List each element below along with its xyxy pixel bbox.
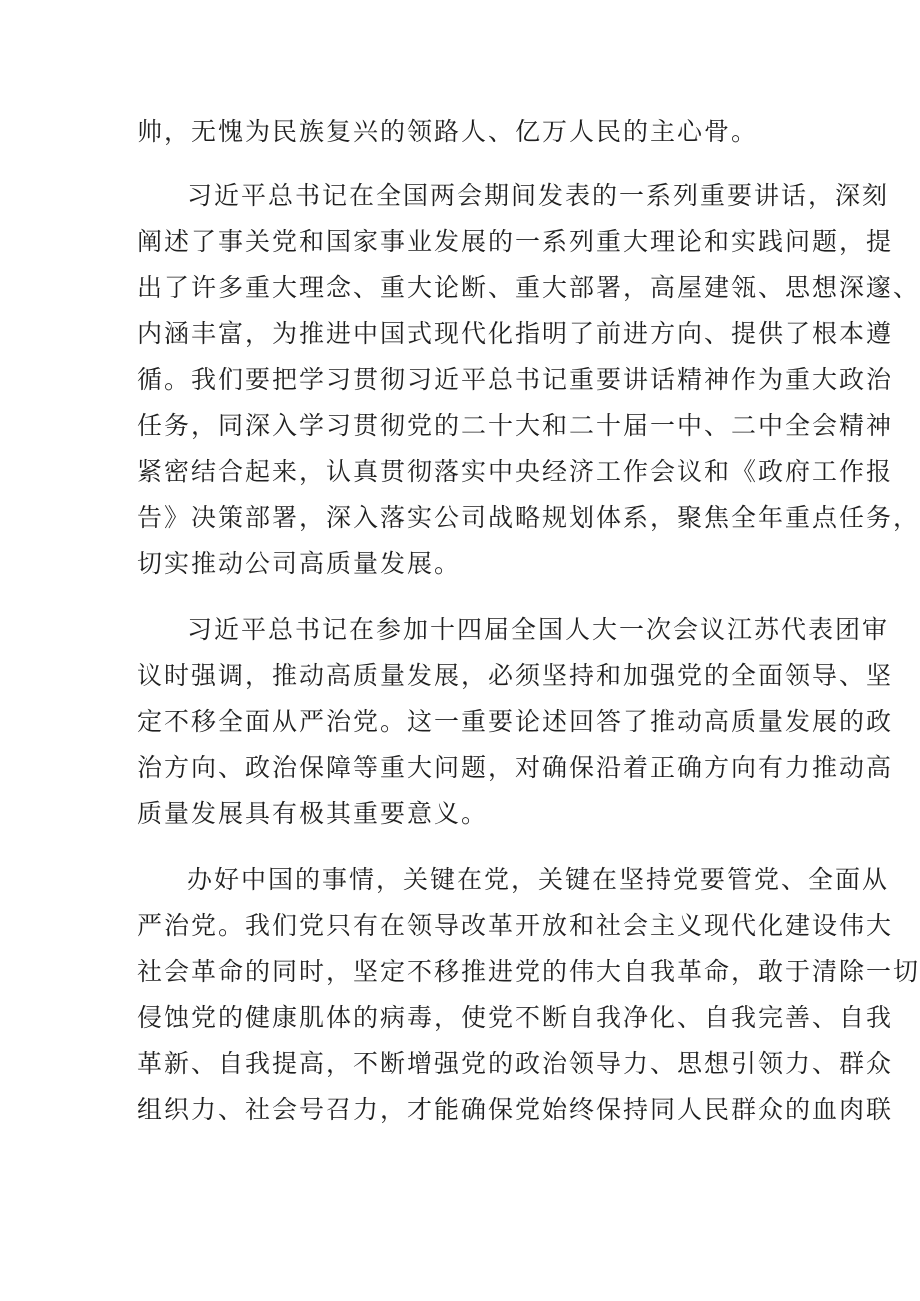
text-line: 组织力、社会号召力，才能确保党始终保持同人民群众的血肉联 [137,1095,894,1124]
paragraph-first-line: 习近平总书记在参加十四届全国人大一次会议江苏代表团审 [187,615,890,644]
text-line: 紧密结合起来，认真贯彻落实中央经济工作会议和《政府工作报 [137,457,894,486]
text-line: 告》决策部署，深入落实公司战略规划体系，聚焦全年重点任务， [137,503,920,532]
text-line: 侵蚀党的健康肌体的病毒，使党不断自我净化、自我完善、自我 [137,1003,894,1032]
text-line: 社会革命的同时，坚定不移推进党的伟大自我革命，敢于清除一切 [137,957,920,986]
text-line: 切实推动公司高质量发展。 [137,549,462,578]
text-line: 出了许多重大理念、重大论断、重大部署，高屋建瓴、思想深邃、 [137,273,920,302]
text-line: 革新、自我提高，不断增强党的政治领导力、思想引领力、群众 [137,1049,894,1078]
text-line: 议时强调，推动高质量发展，必须坚持和加强党的全面领导、坚 [137,661,894,690]
paragraph-first-line: 办好中国的事情，关键在党，关键在坚持党要管党、全面从 [187,865,890,894]
paragraph-first-line: 习近平总书记在全国两会期间发表的一系列重要讲话，深刻 [187,181,890,210]
text-line: 循。我们要把学习贯彻习近平总书记重要讲话精神作为重大政治 [137,365,894,394]
text-line: 严治党。我们党只有在领导改革开放和社会主义现代化建设伟大 [137,911,894,940]
text-line: 任务，同深入学习贯彻党的二十大和二十届一中、二中全会精神 [137,411,894,440]
text-line: 治方向、政治保障等重大问题，对确保沿着正确方向有力推动高 [137,753,894,782]
text-line: 质量发展具有极其重要意义。 [137,799,489,828]
text-line: 定不移全面从严治党。这一重要论述回答了推动高质量发展的政 [137,707,894,736]
text-line: 内涵丰富，为推进中国式现代化指明了前进方向、提供了根本遵 [137,319,894,348]
text-line: 帅，无愧为民族复兴的领路人、亿万人民的主心骨。 [137,117,759,146]
text-line: 阐述了事关党和国家事业发展的一系列重大理论和实践问题，提 [137,227,894,256]
